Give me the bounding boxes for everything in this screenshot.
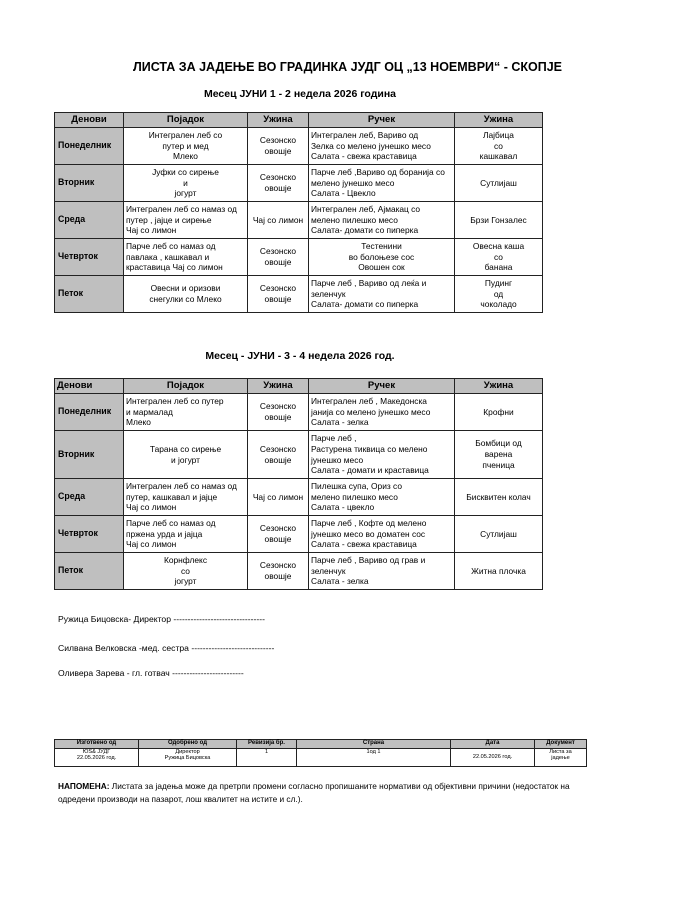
- footer-header: Дата: [451, 740, 535, 749]
- menu-line: Сезонско: [259, 523, 297, 534]
- breakfast-cell: [124, 202, 248, 239]
- footer-header: Ревизија бр.: [237, 740, 297, 749]
- menu-line: Салата - зелка: [311, 576, 369, 587]
- menu-line: Парче леб , Варивo од грав и: [311, 554, 426, 565]
- menu-line: мелено јунешко месо: [311, 177, 395, 188]
- menu-line: Салата - свежа краставица: [311, 539, 417, 550]
- snack-cell: [455, 431, 543, 479]
- week1-subtitle: Месец ЈУНИ 1 - 2 недела 2026 година: [203, 88, 397, 100]
- menu-line: со: [494, 251, 503, 262]
- menu-line: Салата - свежа краставица: [311, 151, 417, 162]
- week2-menu-table: [54, 378, 543, 590]
- page-cell: [297, 748, 451, 766]
- menu-line: павлака , кашкавал и: [126, 251, 210, 262]
- snack-cell: [455, 128, 543, 165]
- menu-line: Тестенини: [361, 240, 402, 251]
- menu-line: Интегрален леб со: [148, 129, 223, 140]
- menu-line: путер и мед: [162, 140, 209, 151]
- menu-line: овошје: [264, 183, 292, 193]
- snack-cell: [248, 516, 309, 553]
- menu-line: краставица Чај со лимон: [126, 262, 223, 273]
- lunch-cell: [309, 276, 455, 313]
- breakfast-cell: [124, 431, 248, 479]
- lunch-cell: [309, 128, 455, 165]
- menu-line: Сезонско: [259, 560, 297, 571]
- snack-cell: [455, 165, 543, 202]
- day-cell: Вторник: [55, 431, 124, 479]
- footer-line: Ружица Бицовска: [164, 755, 211, 762]
- footer-line: 1: [264, 748, 269, 755]
- table-row: [55, 202, 543, 239]
- menu-line: Сутлијаш: [480, 177, 517, 188]
- menu-line: Овесна каша: [472, 240, 525, 251]
- table-row: [55, 165, 543, 202]
- menu-line: Салата- домати со пиперка: [311, 299, 419, 310]
- snack-cell: [455, 394, 543, 431]
- snack-cell: [248, 276, 309, 313]
- lunch-cell: [309, 165, 455, 202]
- lunch-cell: [309, 479, 455, 516]
- approved-by-cell: [139, 748, 237, 766]
- table-row: [55, 516, 543, 553]
- menu-line: Парче леб со намаз од: [126, 240, 216, 251]
- header-lunch: Ручек: [309, 113, 455, 128]
- menu-line: и мармалад: [126, 406, 173, 417]
- menu-line: Млеко: [173, 151, 198, 162]
- snack-cell: [248, 553, 309, 590]
- menu-line: Интегрален леб, Ајмакaц со: [311, 203, 421, 214]
- menu-line: Тарана со сирење: [149, 443, 222, 454]
- header-snack: Ужина: [248, 379, 309, 394]
- menu-line: Бомбици од: [475, 438, 522, 449]
- footer-header: Изготвено од: [55, 740, 139, 749]
- menu-line: Сезонско: [259, 401, 297, 412]
- day-cell: Понеделник: [55, 394, 124, 431]
- snack-cell: [455, 239, 543, 276]
- date-cell: [451, 748, 535, 766]
- menu-line: зеленчук: [311, 565, 346, 576]
- table-row: [55, 479, 543, 516]
- menu-line: од: [493, 288, 504, 299]
- lunch-cell: [309, 553, 455, 590]
- menu-line: Пилешка супа, Ориз со: [311, 480, 402, 491]
- week2-header-row: [55, 379, 543, 394]
- menu-line: Млеко: [126, 417, 151, 428]
- menu-line: Корнфлекс: [163, 554, 208, 565]
- footer-value-row: [55, 748, 587, 766]
- menu-line: снегулки со Млеко: [149, 294, 222, 304]
- day-cell: Понеделник: [55, 128, 124, 165]
- snack-cell: [248, 431, 309, 479]
- menu-line: Салата - домати и краставица: [311, 465, 429, 476]
- header-snack: Ужина: [248, 113, 309, 128]
- footer-line: ЮЅ& ЈУДГ: [82, 748, 111, 755]
- menu-line: Парче леб , Кофте од мелено: [311, 517, 427, 528]
- menu-line: банана: [484, 262, 513, 273]
- snack-cell: [455, 516, 543, 553]
- menu-line: Интегрален леб со путер: [126, 395, 224, 406]
- day-cell: Петок: [55, 553, 124, 590]
- signature-nurse: Силвана Велковска -мед. сестра -----------------------------: [58, 643, 275, 653]
- breakfast-cell: [124, 239, 248, 276]
- day-cell: Вторник: [55, 165, 124, 202]
- breakfast-cell: [124, 394, 248, 431]
- menu-line: Интегрален леб со намаз од: [126, 203, 237, 214]
- table-row: [55, 239, 543, 276]
- menu-line: Бисквитен колач: [466, 491, 531, 502]
- footer-line: јадење: [551, 755, 570, 762]
- menu-line: Чај со лимон: [126, 502, 177, 513]
- menu-line: Интегрален леб , Македонска: [311, 395, 427, 406]
- menu-line: во болоњезе сос: [348, 251, 415, 262]
- footer-header: Страна: [297, 740, 451, 749]
- header-snack: Ужина: [455, 113, 543, 128]
- menu-line: Интегрален леб со намаз од: [126, 480, 237, 491]
- menu-line: Салата - зелка: [311, 417, 369, 428]
- footer-line: 22.05.2026 год.: [472, 753, 513, 760]
- table-row: [55, 394, 543, 431]
- day-cell: Среда: [55, 479, 124, 516]
- menu-line: Чај со лимон: [252, 491, 304, 502]
- menu-line: чоколадо: [480, 299, 517, 310]
- menu-line: Парче леб со намаз од: [126, 517, 216, 528]
- menu-line: Сезонско: [259, 246, 297, 257]
- menu-line: варена: [484, 449, 513, 460]
- menu-line: путер, кашкавал и јајце: [126, 491, 218, 502]
- menu-line: Пудинг: [484, 277, 513, 288]
- menu-line: Зелка со мелено јунешко месо: [311, 140, 431, 151]
- table-row: [55, 431, 543, 479]
- footer-line: 22.05.2026 год.: [76, 755, 117, 762]
- table-row: [55, 553, 543, 590]
- menu-line: јогурт: [174, 188, 197, 199]
- snack-cell: [248, 394, 309, 431]
- menu-line: со: [181, 565, 190, 576]
- menu-line: јанија со мелено јунешко месо: [311, 406, 431, 417]
- header-lunch: Ручек: [309, 379, 455, 394]
- document-control-table: [54, 739, 587, 767]
- menu-line: Сутлијаш: [480, 528, 517, 539]
- menu-line: Парче леб ,: [311, 433, 357, 443]
- menu-line: Чај со лимон: [252, 214, 304, 225]
- menu-line: овошје: [264, 257, 292, 267]
- header-snack: Ужина: [455, 379, 543, 394]
- week2-subtitle: Месец - ЈУНИ - 3 - 4 недела 2026 год.: [205, 350, 395, 362]
- menu-line: Лајбица: [483, 129, 514, 140]
- snack-cell: [248, 202, 309, 239]
- page-title: ЛИСТА ЗА ЈАДЕЊЕ ВО ГРАДИНКА ЈУДГ ОЦ „13 НОЕМВРИ“ - СКОПЈЕ: [132, 60, 563, 74]
- breakfast-cell: [124, 128, 248, 165]
- lunch-cell: [309, 431, 455, 479]
- menu-line: овошје: [264, 294, 292, 304]
- lunch-cell: [309, 516, 455, 553]
- menu-line: Чај со лимон: [126, 225, 177, 236]
- footer-line: 1од 1: [366, 748, 381, 755]
- menu-line: и: [183, 177, 188, 188]
- menu-line: Брзи Гонзалес: [470, 214, 527, 225]
- snack-cell: [455, 553, 543, 590]
- menu-line: со: [494, 140, 503, 151]
- revision-cell: [237, 748, 297, 766]
- menu-line: Сезонско: [259, 443, 297, 454]
- menu-line: путер , јајце и сирење: [126, 214, 212, 225]
- snack-cell: [248, 128, 309, 165]
- table-row: [55, 276, 543, 313]
- snack-cell: [455, 202, 543, 239]
- menu-line: Сезонско: [259, 283, 297, 294]
- menu-line: Салата- домати со пиперка: [311, 225, 419, 236]
- menu-line: Интегрален леб, Варивo од: [311, 129, 419, 140]
- note-paragraph: [58, 780, 578, 806]
- day-cell: Среда: [55, 202, 124, 239]
- header-days: Денови: [55, 113, 124, 128]
- breakfast-cell: [124, 479, 248, 516]
- menu-line: Парче леб ,Варивo од боранија со: [311, 166, 445, 177]
- menu-line: и јогурт: [171, 454, 200, 465]
- lunch-cell: [309, 239, 455, 276]
- menu-line: мелено пилешко месо: [311, 491, 398, 502]
- breakfast-cell: [124, 516, 248, 553]
- snack-cell: [455, 479, 543, 516]
- menu-line: мелено пилешко месо: [311, 214, 398, 225]
- menu-line: Овесни и оризови: [150, 283, 221, 294]
- signature-director: Ружица Бицовска- Директор --------------------------------: [58, 614, 265, 624]
- header-days: Денови: [55, 379, 124, 394]
- footer-header: Одобрено од: [139, 740, 237, 749]
- footer-header-row: [55, 740, 587, 749]
- week1-menu-table: [54, 112, 543, 313]
- menu-line: кашкавал: [479, 151, 518, 162]
- menu-line: Сезонско: [259, 135, 297, 146]
- menu-line: пржена урда и јајца: [126, 528, 203, 539]
- note-text: Листата за јадења може да претрпи промени согласно пропишаните нормативи од објективни причини (недостаток на одредени производи на пазарот, лош квалитет на истите и сл.).: [58, 781, 570, 804]
- snack-cell: [248, 165, 309, 202]
- footer-header: Документ: [535, 740, 587, 749]
- menu-line: Сезонско: [259, 172, 297, 183]
- footer-line: Листа за: [549, 748, 572, 755]
- menu-line: Житна плочка: [471, 565, 526, 576]
- note-label: НАПОМЕНА:: [58, 781, 110, 791]
- menu-line: овошје: [264, 534, 292, 544]
- prepared-by-cell: [55, 748, 139, 766]
- breakfast-cell: [124, 165, 248, 202]
- menu-line: јогурт: [174, 576, 197, 587]
- footer-line: Директор: [175, 748, 200, 755]
- document-cell: [535, 748, 587, 766]
- signature-chef: Оливера Зарева - гл. готвач -------------------------: [58, 668, 244, 678]
- menu-line: овошје: [264, 146, 292, 156]
- breakfast-cell: [124, 553, 248, 590]
- snack-cell: [455, 276, 543, 313]
- day-cell: Четврток: [55, 516, 124, 553]
- snack-cell: [248, 479, 309, 516]
- day-cell: Петок: [55, 276, 124, 313]
- header-breakfast: Појадок: [124, 113, 248, 128]
- day-cell: Четврток: [55, 239, 124, 276]
- menu-line: Овошен сок: [358, 262, 405, 273]
- menu-line: Крофни: [483, 406, 514, 417]
- week1-header-row: [55, 113, 543, 128]
- menu-line: овошје: [264, 454, 292, 465]
- snack-cell: [248, 239, 309, 276]
- breakfast-cell: [124, 276, 248, 313]
- menu-line: зеленчук: [311, 288, 346, 299]
- menu-line: Парче леб , Варивo од леќа и: [311, 277, 427, 288]
- header-breakfast: Појадок: [124, 379, 248, 394]
- table-row: [55, 128, 543, 165]
- lunch-cell: [309, 394, 455, 431]
- lunch-cell: [309, 202, 455, 239]
- menu-line: јунешко месо: [311, 454, 364, 465]
- menu-line: Растурена тиквица со мелено: [311, 443, 428, 454]
- menu-line: овошје: [264, 571, 292, 581]
- menu-line: Јуфки со сирење: [152, 166, 219, 177]
- menu-line: Салата - цвекло: [311, 502, 375, 513]
- menu-line: Салата - Цвекло: [311, 188, 376, 199]
- menu-line: пченица: [482, 459, 515, 470]
- menu-line: овошје: [264, 412, 292, 422]
- menu-line: Чај со лимон: [126, 539, 177, 550]
- menu-line: јунешко месо во доматен сос: [311, 528, 426, 539]
